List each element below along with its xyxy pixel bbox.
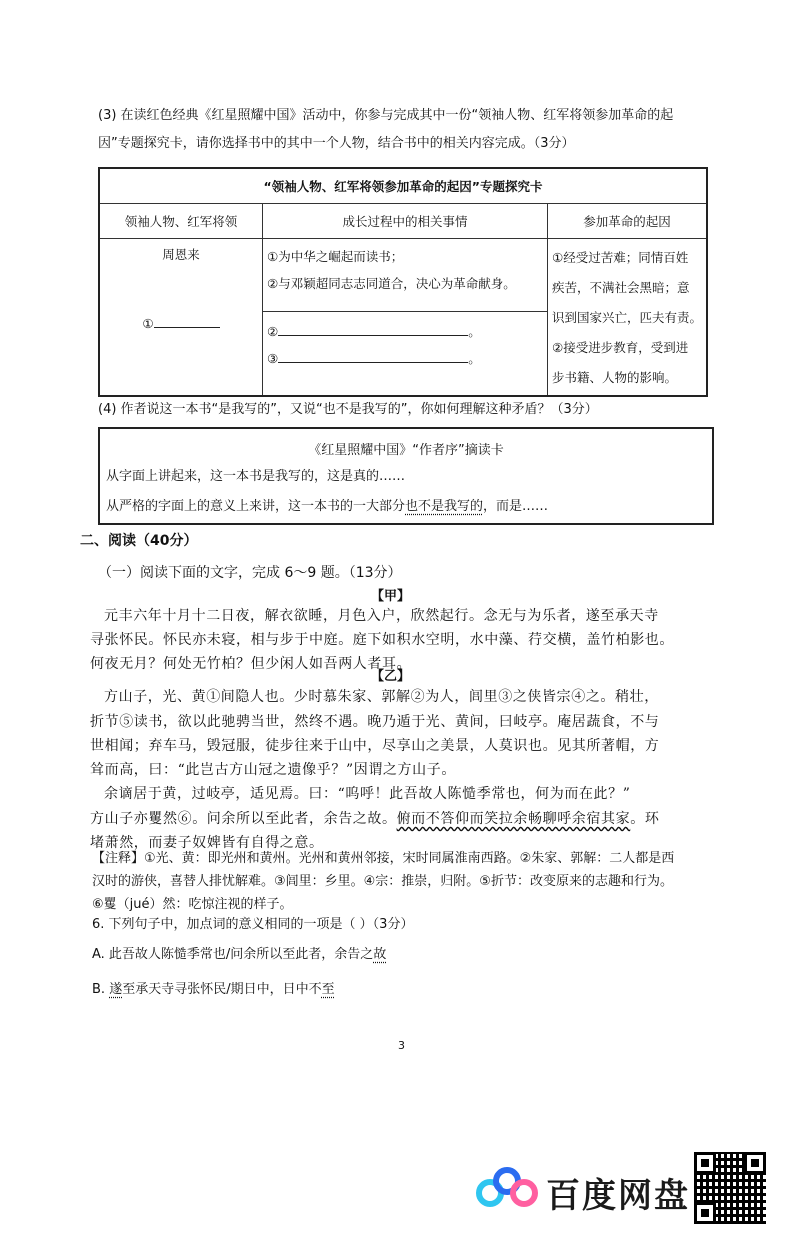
passage-yi-line: 堵萧然，而妻子奴婢皆有自得之意。 (90, 835, 324, 851)
preface-excerpt-box (98, 427, 714, 525)
event-blank-row[interactable] (263, 318, 547, 345)
cause-line: 识到国家兴亡，匹夫有责。 (552, 310, 703, 325)
preface-line2-emphasis: 也不是我写的 (405, 499, 484, 514)
option-b-label: B. (92, 982, 110, 997)
card-col-events: 成长过程中的相关事情 (263, 204, 548, 239)
passage-yi-line: 耸而高，曰：“此岂古方山冠之遗像乎？”因谓之方山子。 (90, 762, 456, 778)
event-blank-period: 。 (468, 351, 481, 366)
preface-line2-part-c: ，而是…… (483, 499, 549, 514)
option-b-text: 至承天寺寻张怀民/期日中，日中不 (122, 982, 322, 997)
baidu-netdisk-logo-text: 百度网盘 (546, 1176, 690, 1216)
question-4: (4) 作者说这一本书“是我写的”，又说“也不是我写的”，你如何理解这种矛盾？（3分） (98, 402, 598, 417)
question-6-stem: 6. 下列句子中，加点词的意义相同的一项是（ ）（3分） (92, 917, 414, 932)
events-cell-row2 (263, 312, 548, 397)
question-3-line2: 因”专题探究卡，请你选择书中的其中一个人物，结合书中的相关内容完成。（3分） (98, 136, 575, 151)
option-a-text: A. 此吾故人陈慥季常也/问余所以至此者，余告之 (92, 947, 374, 962)
passage-yi-line: 方山子，光、黄①间隐人也。少时慕朱家、郭解②为人，闾里③之侠皆宗④之。稍壮， (104, 689, 659, 705)
cause-line: 步书籍、人物的影响。 (552, 370, 678, 385)
passage-yi-text: 方山子亦矍然⑥。问余所以至此者，余告之故。 (90, 811, 397, 827)
passage-jia-line: 寻张怀民。怀民亦未寝，相与步于中庭。庭下如积水空明，水中藻、荇交横，盖竹柏影也。 (90, 632, 674, 648)
qr-code-icon (694, 1152, 766, 1224)
preface-box-line2 (106, 497, 548, 517)
baidu-netdisk-cloud-icon (474, 1163, 540, 1213)
preface-box-title: 《红星照耀中国》“作者序”摘读卡 (308, 443, 504, 458)
question-3-line1: (3) 在读红色经典《红星照耀中国》活动中，你参与完成其中一份“领袖人物、红军将领参加革命的起 (98, 108, 674, 123)
figure-name: 周恩来 (162, 247, 200, 262)
figure-blank-mark: ① (142, 316, 154, 331)
passage-jia-line: 何夜无月？何处无竹柏？但少闲人如吾两人者耳。 (90, 656, 412, 672)
notes-line: ⑥矍（jué）然：吃惊注视的样子。 (92, 897, 293, 912)
preface-box-line1: 从字面上讲起来，这一本书是我写的，这是真的…… (106, 469, 406, 484)
card-title: “领袖人物、红军将领参加革命的起因”专题探究卡 (99, 168, 707, 204)
event-item: ①为中华之崛起而读书； (267, 249, 404, 264)
event-blank-period: 。 (468, 324, 481, 339)
passage-jia-line: 元丰六年十月十二日夜，解衣欲睡，月色入户，欣然起行。念无与为乐者，遂至承天寺 (104, 608, 659, 624)
question-6-option-a[interactable] (92, 945, 386, 965)
passage-yi-line (90, 809, 659, 829)
subsection-heading: （一）阅读下面的文字，完成 6～9 题。（13分） (98, 565, 402, 581)
event-blank-mark: ② (267, 324, 279, 339)
figure-blank-line[interactable] (154, 313, 220, 328)
preface-line2-part-a: 从严格的字面上的意义上来讲，这一本书的一大部分 (106, 499, 406, 514)
event-blank-line[interactable] (278, 321, 468, 336)
passage-yi-text: 。环 (630, 811, 660, 827)
page-number: 3 (398, 1039, 405, 1052)
passage-jia-label: 【甲】 (371, 589, 411, 604)
cause-line: 疾苦，不满社会黑暗；意 (552, 280, 690, 295)
event-item: ②与邓颖超同志志同道合，决心为革命献身。 (267, 276, 516, 291)
event-blank-mark: ③ (267, 351, 279, 366)
passage-yi-line: 世相闻；弃车马，毁冠服，徒步往来于山中，尽享山之美景，人莫识也。见其所著帽，方 (90, 738, 660, 754)
passage-yi-line: 余谪居于黄，过岐亭，适见焉。曰：“呜呼！此吾故人陈慥季常也，何为而在此？” (104, 786, 631, 802)
passage-yi-wavy-sentence: 俯而不答仰而笑拉余畅聊呼余宿其家 (396, 811, 631, 827)
passage-yi-label: 【乙】 (371, 669, 411, 684)
events-cell-row1 (263, 239, 548, 312)
option-a-dotted-word: 故 (373, 947, 387, 962)
option-b-dotted-word: 至 (321, 982, 335, 997)
card-col-causes: 参加革命的起因 (548, 204, 708, 239)
event-blank-line[interactable] (278, 348, 468, 363)
section-heading: 二、阅读（40分） (80, 533, 198, 549)
cause-line: ②接受进步教育，受到进 (552, 340, 689, 355)
passage-yi-line: 折节⑤读书，欲以此驰骋当世，然终不遇。晚乃遁于光、黄间，曰岐亭。庵居蔬食，不与 (90, 714, 660, 730)
card-figure-cell (99, 239, 263, 397)
event-blank-row[interactable] (263, 345, 547, 372)
causes-cell (548, 239, 708, 397)
notes-line: 汉时的游侠，喜替人排忧解难。③闾里：乡里。④宗：推崇，归附。⑤折节：改变原来的志趣和行为。 (92, 874, 673, 889)
question-6-option-b[interactable] (92, 980, 335, 1000)
notes-line: 【注释】①光、黄：即光州和黄州。光州和黄州邻接，宋时同属淮南西路。②朱家、郭解：二人都是西 (92, 851, 675, 866)
option-b-dotted-word: 遂 (109, 982, 123, 997)
figure-blank-row[interactable] (100, 307, 262, 331)
cause-line: ①经受过苦难；同情百姓 (552, 250, 689, 265)
exploration-card-table (98, 167, 708, 397)
card-col-figure: 领袖人物、红军将领 (99, 204, 263, 239)
